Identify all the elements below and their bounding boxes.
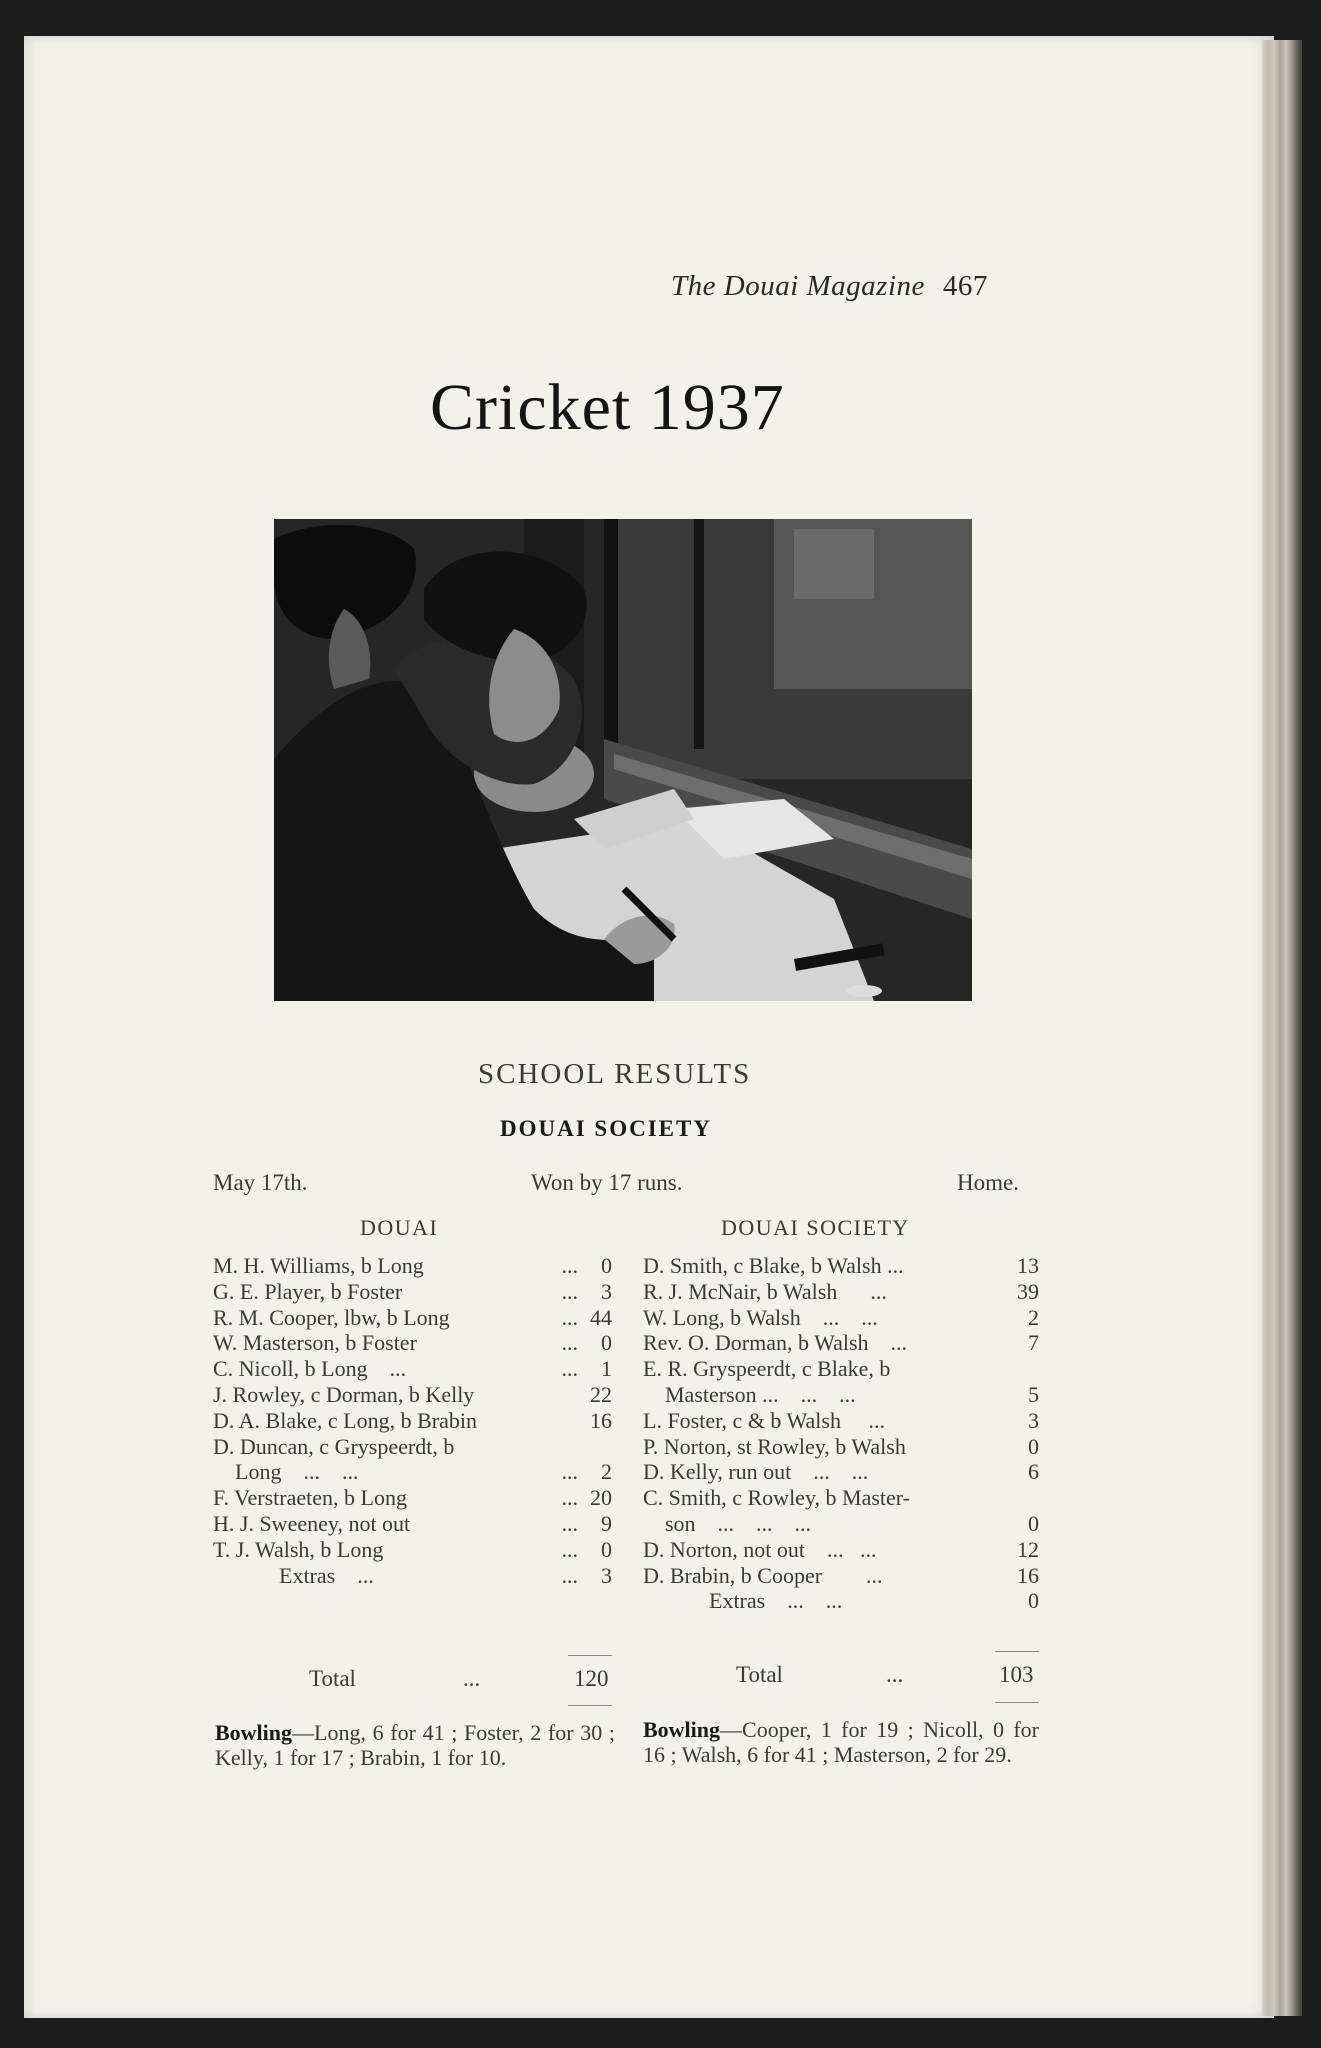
society-batting-row <box>643 1330 1039 1356</box>
douai-runs: 0 <box>601 1253 612 1278</box>
society-bowling-label: Bowling <box>643 1717 721 1742</box>
douai-batting-row <box>213 1356 612 1382</box>
douai-total-dots: ... <box>463 1666 481 1691</box>
society-batting-row <box>643 1382 1039 1408</box>
section-heading: SCHOOL RESULTS <box>478 1058 752 1090</box>
society-runs: 7 <box>1028 1330 1039 1356</box>
douai-batsman: G. E. Player, b Foster <box>213 1278 403 1304</box>
society-batsman: Masterson ... ... ... <box>643 1382 856 1407</box>
douai-bowling <box>215 1720 615 1770</box>
douai-runs: 0 <box>601 1536 612 1562</box>
magazine-title: The Douai Magazine <box>671 270 925 302</box>
society-bowling-figures: —Cooper, 1 for 19 ; Nicoll, 0 for 16 ; Walsh, 6 for 41 ; Masterson, 2 for 29. <box>643 1717 1039 1767</box>
douai-total: 120 <box>574 1666 609 1691</box>
society-batting-row <box>643 1485 1039 1511</box>
douai-batsman: W. Masterson, b Foster <box>213 1330 417 1356</box>
society-runs: 39 <box>1017 1278 1039 1304</box>
douai-row-leader-dots: ... <box>561 1485 578 1511</box>
douai-runs: 16 <box>590 1407 612 1433</box>
total-rule-bottom <box>568 1705 612 1706</box>
page-edge <box>1262 40 1302 2016</box>
douai-total-label: Total <box>309 1666 356 1691</box>
match-venue: Home. <box>957 1170 1019 1195</box>
douai-batsman: T. J. Walsh, b Long <box>213 1536 384 1562</box>
photograph-scorers-illustration <box>274 519 972 1001</box>
douai-runs: 1 <box>601 1356 612 1382</box>
society-batting-row <box>643 1434 1039 1460</box>
total-rule-bottom <box>995 1702 1039 1703</box>
douai-batsman: Long ... ... <box>213 1459 359 1485</box>
society-runs: 5 <box>1028 1382 1039 1407</box>
douai-row-leader-dots: ... <box>561 1511 578 1536</box>
douai-row-leader-dots: ... <box>561 1304 578 1330</box>
society-total: 103 <box>999 1662 1034 1687</box>
society-runs: 16 <box>1017 1562 1039 1588</box>
douai-row-leader-dots: ... <box>561 1253 578 1278</box>
society-batting-row <box>643 1305 1039 1331</box>
douai-row-leader-dots: ... <box>561 1536 578 1562</box>
douai-batsman: R. M. Cooper, lbw, b Long <box>213 1304 450 1330</box>
douai-runs: 44 <box>590 1304 612 1330</box>
society-runs: 3 <box>1028 1407 1039 1433</box>
douai-batting-row <box>213 1253 612 1279</box>
society-batsman: D. Kelly, run out ... ... <box>643 1459 869 1485</box>
society-runs: 13 <box>1017 1253 1039 1278</box>
douai-bowling-label: Bowling <box>215 1720 293 1745</box>
society-batsman: son ... ... ... <box>643 1511 812 1536</box>
society-batsman: L. Foster, c & b Walsh ... <box>643 1407 885 1433</box>
society-runs: 0 <box>1028 1511 1039 1536</box>
society-bowling <box>643 1717 1039 1767</box>
douai-runs: 22 <box>590 1382 612 1407</box>
society-batsman: W. Long, b Walsh ... ... <box>643 1304 878 1330</box>
douai-batting-row <box>213 1330 612 1356</box>
society-batsman: E. R. Gryspeerdt, c Blake, b <box>643 1356 891 1382</box>
douai-row-leader-dots: ... <box>561 1562 578 1588</box>
douai-batting-row <box>213 1382 612 1408</box>
douai-row-leader-dots: ... <box>561 1330 578 1356</box>
douai-batting-row <box>213 1511 612 1537</box>
society-total-dots: ... <box>886 1662 904 1687</box>
society-batting-row <box>643 1537 1039 1563</box>
douai-runs: 0 <box>601 1330 612 1356</box>
douai-runs: 2 <box>601 1459 612 1485</box>
society-runs: 12 <box>1017 1536 1039 1562</box>
douai-batting-row <box>213 1459 612 1485</box>
page-title: Cricket 1937 <box>430 371 785 444</box>
society-batsman: R. J. McNair, b Walsh ... <box>643 1278 887 1304</box>
douai-batsman: C. Nicoll, b Long ... <box>213 1356 407 1382</box>
society-batsman: Rev. O. Dorman, b Walsh ... <box>643 1330 908 1356</box>
douai-batting-row <box>213 1305 612 1331</box>
douai-batting-row <box>213 1434 612 1460</box>
society-total-label: Total <box>736 1662 783 1687</box>
douai-batsman: H. J. Sweeney, not out <box>213 1511 411 1536</box>
society-batsman: D. Smith, c Blake, b Walsh ... <box>643 1253 904 1278</box>
society-batting-row <box>643 1588 1039 1614</box>
society-runs: 0 <box>1028 1433 1039 1459</box>
society-batsman: D. Brabin, b Cooper ... <box>643 1562 883 1588</box>
douai-heading: DOUAI <box>360 1215 439 1240</box>
society-runs: 2 <box>1028 1304 1039 1330</box>
douai-runs: 9 <box>601 1511 612 1536</box>
photograph <box>274 519 972 1001</box>
douai-batting-row <box>213 1563 612 1589</box>
douai-batting-row <box>213 1408 612 1434</box>
match-result: Won by 17 runs. <box>531 1170 683 1195</box>
douai-batting-row <box>213 1279 612 1305</box>
douai-batsman: J. Rowley, c Dorman, b Kelly <box>213 1382 475 1407</box>
total-rule-top <box>995 1651 1039 1652</box>
society-batting-row <box>643 1408 1039 1434</box>
total-rule-top <box>568 1655 612 1656</box>
douai-batsman: F. Verstraeten, b Long <box>213 1485 407 1511</box>
society-batting-row <box>643 1279 1039 1305</box>
match-opponent-heading: DOUAI SOCIETY <box>500 1116 712 1141</box>
douai-batting-row <box>213 1485 612 1511</box>
douai-runs: 20 <box>590 1485 612 1511</box>
society-batting-row <box>643 1356 1039 1382</box>
society-batsman: C. Smith, c Rowley, b Master- <box>643 1485 910 1511</box>
douai-runs: 3 <box>601 1278 612 1304</box>
society-batsman: D. Norton, not out ... ... <box>643 1536 877 1562</box>
douai-batting-row <box>213 1537 612 1563</box>
society-heading: DOUAI SOCIETY <box>721 1215 910 1240</box>
douai-batsman: D. A. Blake, c Long, b Brabin <box>213 1407 477 1433</box>
society-batting-row <box>643 1511 1039 1537</box>
douai-runs: 3 <box>601 1562 612 1588</box>
society-batting-row <box>643 1459 1039 1485</box>
douai-row-leader-dots: ... <box>561 1356 578 1382</box>
running-head <box>671 270 988 303</box>
douai-batsman: M. H. Williams, b Long <box>213 1253 424 1278</box>
page-number: 467 <box>942 270 988 302</box>
society-batsman: P. Norton, st Rowley, b Walsh <box>643 1433 906 1459</box>
society-batting-row <box>643 1253 1039 1279</box>
douai-batsman: D. Duncan, c Gryspeerdt, b <box>213 1433 455 1459</box>
douai-batsman: Extras ... <box>213 1562 374 1588</box>
match-date: May 17th. <box>213 1170 308 1195</box>
douai-row-leader-dots: ... <box>561 1278 578 1304</box>
society-runs: 0 <box>1028 1588 1039 1614</box>
society-runs: 6 <box>1028 1459 1039 1485</box>
douai-row-leader-dots: ... <box>561 1459 578 1485</box>
douai-bowling-figures: —Long, 6 for 41 ; Foster, 2 for 30 ; Kelly, 1 for 17 ; Brabin, 1 for 10. <box>215 1720 615 1770</box>
society-batting-row <box>643 1563 1039 1589</box>
society-batsman: Extras ... ... <box>643 1588 843 1614</box>
